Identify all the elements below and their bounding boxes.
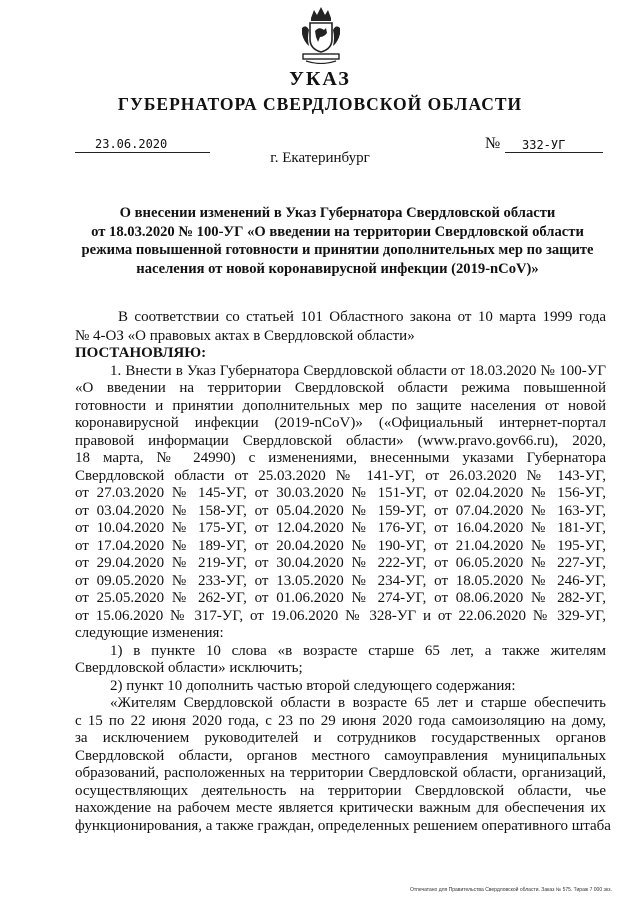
body-line: осуществляющих деятельность на территории Свердловской области, чье (75, 783, 606, 799)
city-name: г. Екатеринбург (270, 150, 370, 166)
body-line: «Жителям Свердловской области в возрасте 65 лет и старше обеспечить (110, 695, 606, 711)
body-line: от 03.04.2020 № 158-УГ, от 05.04.2020 № 159-УГ, от 07.04.2020 № 163-УГ, (75, 503, 606, 519)
body-line: с 15 по 22 июня 2020 года, с 23 по 29 июня 2020 года самоизоляцию на дому, (75, 713, 606, 729)
body-line: от 09.05.2020 № 233-УГ, от 13.05.2020 № 234-УГ, от 18.05.2020 № 246-УГ, (75, 573, 606, 589)
decree-heading (75, 204, 600, 278)
body-line: коронавирусной инфекции (2019-nCoV)» («Официальный интернет-портал (75, 415, 606, 431)
body-line: функционирования, а также граждан, определенных решением оперативного штаба (75, 818, 611, 834)
body-line: Свердловской области от 25.03.2020 № 141-УГ, от 26.03.2020 № 143-УГ, (75, 468, 606, 484)
body-line: правовой информации Свердловской области» (www.pravo.gov66.ru), 2020, (75, 433, 606, 449)
heading-line: режима повышенной готовности и принятии дополнительных мер по защите (81, 242, 594, 258)
coat-of-arms-icon (298, 4, 344, 64)
body-line: нахождение на рабочем месте является критически важным для обеспечения их (75, 800, 606, 816)
heading-line: О внесении изменений в Указ Губернатора Свердловской области (119, 205, 556, 221)
body-line: № 4-ОЗ «О правовых актах в Свердловской области» (75, 328, 415, 344)
body-line: 18 марта, № 24990) с изменениями, внесенными указами Губернатора (75, 450, 606, 466)
document-date: 23.06.2020 (95, 137, 168, 151)
body-line: «О введении на территории Свердловской области режима повышенной (75, 380, 606, 396)
heading-line: от 18.03.2020 № 100-УГ «О введении на территории Свердловской области (91, 223, 584, 240)
body-line: от 27.03.2020 № 145-УГ, от 30.03.2020 № 151-УГ, от 02.04.2020 № 156-УГ, (75, 485, 606, 501)
body-line: от 29.04.2020 № 219-УГ, от 30.04.2020 № 222-УГ, от 06.05.2020 № 227-УГ, (75, 555, 606, 571)
document-number: 332-УГ (522, 138, 566, 152)
number-label: № (485, 135, 501, 152)
print-footer: Отпечатано для Правительства Свердловской области. Заказ № 575. Тираж 7 000 экз. (410, 887, 612, 893)
body-line: Свердловской области» исключить; (75, 660, 303, 676)
body-line-decree-keyword: ПОСТАНОВЛЯЮ: (75, 345, 207, 361)
body-line: готовности и принятии дополнительных мер по защите населения от новой (75, 398, 606, 414)
body-line: за исключением руководителей и сотрудников государственных органов (75, 730, 606, 746)
body-line: от 10.04.2020 № 175-УГ, от 12.04.2020 № 176-УГ, от 16.04.2020 № 181-УГ, (75, 520, 606, 536)
body-line: следующие изменения: (75, 625, 224, 641)
document-subtitle: ГУБЕРНАТОРА СВЕРДЛОВСКОЙ ОБЛАСТИ (117, 94, 523, 114)
body-line: от 17.04.2020 № 189-УГ, от 20.04.2020 № 190-УГ, от 21.04.2020 № 195-УГ, (75, 538, 606, 554)
document-title: УКАЗ (289, 68, 351, 90)
body-line: от 15.06.2020 № 317-УГ, от 19.06.2020 № 328-УГ и от 22.06.2020 № 329-УГ, (75, 608, 606, 624)
body-line: 2) пункт 10 дополнить частью второй следующего содержания: (110, 678, 516, 694)
body-line: 1. Внести в Указ Губернатора Свердловской области от 18.03.2020 № 100-УГ (110, 363, 606, 379)
body-line: В соответствии со статьей 101 Областного закона от 10 марта 1999 года (118, 309, 606, 325)
body-line: образований, расположенных на территории Свердловской области, организаций, (75, 765, 606, 781)
body-line: Свердловской области, органов местного самоуправления муниципальных (75, 748, 606, 764)
body-line: от 25.05.2020 № 262-УГ, от 01.06.2020 № 274-УГ, от 08.06.2020 № 282-УГ, (75, 590, 606, 606)
heading-line: населения от новой коронавирусной инфекции (2019-nCoV)» (136, 260, 539, 277)
body-line: 1) в пункте 10 слова «в возрасте старше 65 лет, а также жителям (110, 643, 606, 659)
